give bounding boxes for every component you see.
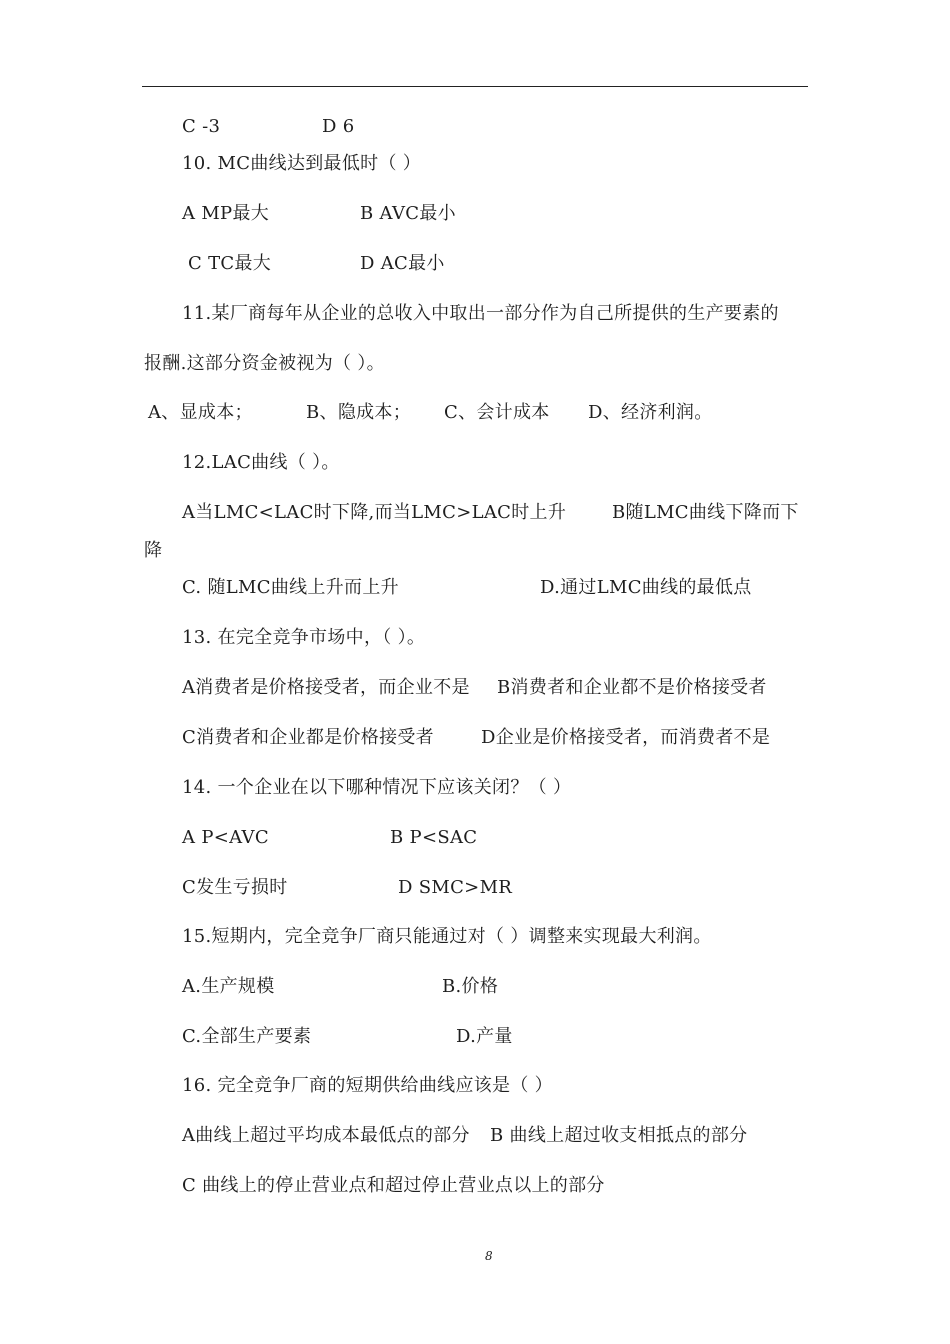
q11-stem-line2: 报酬.这部分资金被视为（ ）。 (144, 353, 385, 374)
q11-option-a: A、显成本； (148, 402, 253, 423)
q14-option-b: B P<SAC (390, 827, 478, 848)
q13-stem: 13. 在完全竞争市场中，（ ）。 (182, 627, 426, 648)
q13-option-d: D企业是价格接受者，而消费者不是 (481, 727, 771, 748)
q14-option-d: D SMC>MR (398, 877, 513, 898)
q10-stem: 10. MC曲线达到最低时（ ） (182, 153, 422, 174)
q12-option-c: C. 随LMC曲线上升而上升 (182, 577, 399, 598)
q14-option-c: C发生亏损时 (182, 877, 288, 898)
q11-option-c: C、会计成本 (444, 402, 550, 423)
q10-option-a: A MP最大 (182, 203, 270, 224)
header-rule (142, 86, 808, 87)
q15-option-c: C.全部生产要素 (182, 1026, 312, 1047)
q15-option-b: B.价格 (442, 976, 499, 997)
q15-stem: 15.短期内，完全竞争厂商只能通过对（ ）调整来实现最大利润。 (182, 926, 712, 947)
q13-option-a: A消费者是价格接受者，而企业不是 (182, 677, 470, 698)
q15-option-d: D.产量 (456, 1026, 513, 1047)
q11-option-d: D、经济利润。 (588, 402, 713, 423)
q12-option-b: B随LMC曲线下降而下 (612, 502, 799, 523)
q11-option-b: B、隐成本； (306, 402, 412, 423)
q9-option-c: C -3 (182, 116, 221, 137)
q12-option-b-wrap: 降 (144, 540, 163, 561)
q14-stem: 14. 一个企业在以下哪种情况下应该关闭？（ ） (182, 777, 572, 798)
q13-option-b: B消费者和企业都不是价格接受者 (497, 677, 767, 698)
q16-stem: 16. 完全竞争厂商的短期供给曲线应该是（ ） (182, 1075, 553, 1096)
q16-option-c: C 曲线上的停止营业点和超过停止营业点以上的部分 (182, 1175, 605, 1196)
q12-option-a: A当LMC<LAC时下降,而当LMC>LAC时上升 (182, 502, 567, 523)
page-number: 8 (485, 1249, 493, 1263)
q12-option-d: D.通过LMC曲线的最低点 (540, 577, 752, 598)
q16-option-a: A曲线上超过平均成本最低点的部分 (182, 1125, 470, 1146)
q16-option-b: B 曲线上超过收支相抵点的部分 (490, 1125, 748, 1146)
q10-option-c: C TC最大 (188, 253, 272, 274)
q14-option-a: A P<AVC (182, 827, 269, 848)
q9-option-d: D 6 (322, 116, 355, 137)
q12-stem: 12.LAC曲线（ ）。 (182, 452, 340, 473)
q10-option-b: B AVC最小 (360, 203, 456, 224)
q13-option-c: C消费者和企业都是价格接受者 (182, 727, 434, 748)
q10-option-d: D AC最小 (360, 253, 445, 274)
q15-option-a: A.生产规模 (182, 976, 275, 997)
q11-stem-line1: 11.某厂商每年从企业的总收入中取出一部分作为自己所提供的生产要素的 (182, 303, 779, 324)
